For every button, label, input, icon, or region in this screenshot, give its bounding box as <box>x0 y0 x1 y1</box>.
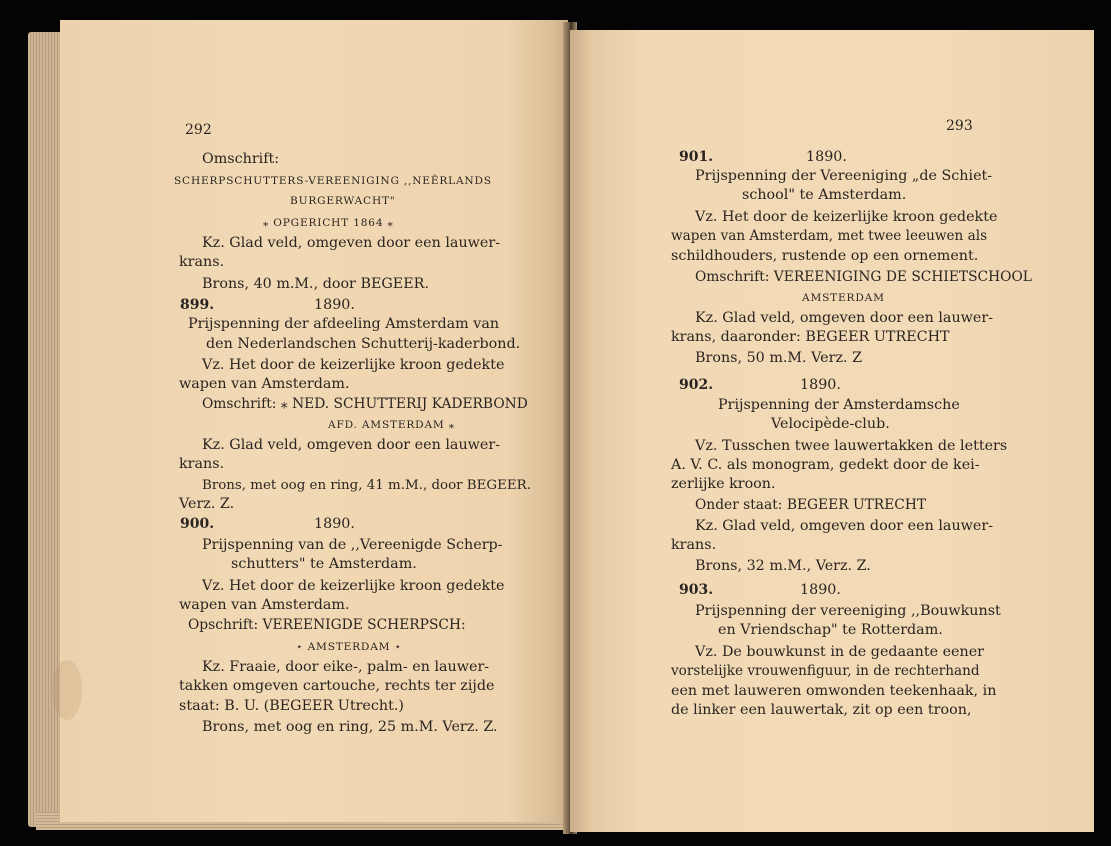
line: schutters" te Amsterdam. <box>231 556 417 572</box>
line: wapen van Amsterdam, met twee leeuwen als <box>671 228 988 244</box>
line: wapen van Amsterdam. <box>179 376 350 392</box>
line: Prijspenning der afdeeling Amsterdam van <box>188 316 500 332</box>
entry-number: 902. <box>679 377 714 393</box>
entry-year: 1890. <box>314 297 355 313</box>
inscription-line: ⋆ AMSTERDAM ⋆ <box>296 641 402 653</box>
inscription-line: Omschrift: VEREENIGING DE SCHIETSCHOOL <box>695 269 1032 285</box>
line: takken omgeven cartouche, rechts ter zijde <box>179 678 495 694</box>
line: een met lauweren omwonden teekenhaak, in <box>671 683 997 699</box>
line: vorstelijke vrouwenfiguur, in de rechterhand <box>671 663 980 679</box>
inscription-line: Onder staat: BEGEER UTRECHT <box>695 497 927 513</box>
line: Vz. De bouwkunst in de gedaante eener <box>695 644 985 660</box>
line: Brons, met oog en ring, 41 m.M., door BEGEER. <box>202 478 532 493</box>
line: A. V. C. als monogram, gedekt door de kei- <box>671 457 980 473</box>
line: Brons, 50 m.M. Verz. Z <box>695 350 863 366</box>
line: Vz. Het door de keizerlijke kroon gedekte <box>202 357 505 373</box>
line: Kz. Fraaie, door eike-, palm- en lauwer- <box>202 659 490 675</box>
entry-year: 1890. <box>800 377 841 393</box>
line: Vz. Het door de keizerlijke kroon gedekte <box>202 578 505 594</box>
inscription-line: ⁎ OPGERICHT 1864 ⁎ <box>263 217 394 229</box>
entry-number: 900. <box>180 516 215 532</box>
inscription-line: Omschrift: ⁎ NED. SCHUTTERIJ KADERBOND <box>202 396 528 412</box>
line: Brons, 32 m.M., Verz. Z. <box>695 558 871 574</box>
line: Verz. Z. <box>179 496 235 512</box>
entry-number: 903. <box>679 582 714 598</box>
line: Prijspenning der Vereeniging „de Schiet- <box>695 168 993 184</box>
entry-year: 1890. <box>800 582 841 598</box>
inscription-line: BURGERWACHT" <box>290 195 396 207</box>
inscription-line: AMSTERDAM <box>802 292 885 304</box>
entry-year: 1890. <box>806 149 847 165</box>
line: staat: B. U. (BEGEER Utrecht.) <box>179 698 404 714</box>
line: school" te Amsterdam. <box>742 187 907 203</box>
entry-number: 901. <box>679 149 714 165</box>
inscription-line: Opschrift: VEREENIGDE SCHERPSCH: <box>188 617 466 633</box>
foxing-stain <box>52 660 82 720</box>
page-number-left: 292 <box>185 122 212 138</box>
line: Kz. Glad veld, omgeven door een lauwer- <box>202 235 501 251</box>
line: den Nederlandschen Schutterij-kaderbond. <box>206 336 521 352</box>
entry-year: 1890. <box>314 516 355 532</box>
line: krans. <box>179 254 225 270</box>
line: de linker een lauwertak, zit op een troon, <box>671 702 972 718</box>
line: Kz. Glad veld, omgeven door een lauwer- <box>695 310 994 326</box>
entry-number: 899. <box>180 297 215 313</box>
line: Prijspenning der Amsterdamsche <box>718 397 960 413</box>
line: krans, daaronder: BEGEER UTRECHT <box>671 329 950 345</box>
line: Brons, 40 m.M., door BEGEER. <box>202 276 429 292</box>
line: zerlijke kroon. <box>671 476 776 492</box>
line: en Vriendschap" te Rotterdam. <box>718 622 943 638</box>
line: Vz. Tusschen twee lauwertakken de letters <box>695 438 1008 454</box>
inscription-line: AFD. AMSTERDAM ⁎ <box>328 419 455 431</box>
page-number-right: 293 <box>946 118 973 134</box>
line: Velocipède-club. <box>771 416 890 432</box>
line: Prijspenning der vereeniging ,,Bouwkunst <box>695 603 1001 619</box>
line: Vz. Het door de keizerlijke kroon gedekte <box>695 209 998 225</box>
line: Omschrift: <box>202 151 280 167</box>
right-page <box>570 30 1094 832</box>
line: Kz. Glad veld, omgeven door een lauwer- <box>695 518 994 534</box>
left-page <box>60 20 568 822</box>
line: Brons, met oog en ring, 25 m.M. Verz. Z. <box>202 719 498 735</box>
line: krans. <box>671 537 717 553</box>
inscription-line: SCHERPSCHUTTERS-VEREENIGING ,,NEÊRLANDS <box>174 175 492 187</box>
line: schildhouders, rustende op een ornement. <box>671 248 979 264</box>
line: Prijspenning van de ,,Vereenigde Scherp- <box>202 537 503 553</box>
line: krans. <box>179 456 225 472</box>
line: wapen van Amsterdam. <box>179 597 350 613</box>
line: Kz. Glad veld, omgeven door een lauwer- <box>202 437 501 453</box>
